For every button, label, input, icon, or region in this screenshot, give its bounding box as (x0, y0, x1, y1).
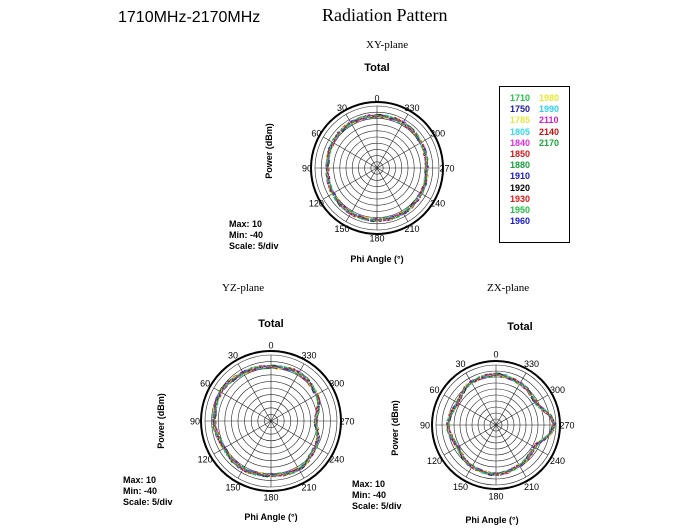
zx-angle-tick-60: 60 (429, 385, 440, 395)
zx-angle-tick-150: 150 (452, 481, 469, 492)
zx-trace-1920 (447, 373, 553, 476)
zx-angle-tick-0: 0 (493, 349, 499, 360)
legend-entry-1880: 1880 (510, 160, 531, 171)
zx-spoke (496, 395, 548, 425)
yz-angle-tick-60: 60 (200, 378, 211, 389)
xy-angle-tick-90: 90 (301, 163, 313, 174)
frequency-legend (499, 86, 570, 243)
legend-entry-1960: 1960 (510, 216, 531, 227)
zx-scale-info (352, 479, 402, 512)
legend-entry-1980: 1980 (539, 93, 560, 103)
yz-plane-label: YZ-plane (222, 282, 265, 294)
yz-max-label: Max: 10 (123, 475, 157, 485)
yz-angle-tick-0: 0 (268, 340, 274, 351)
legend-entry-1850: 1850 (510, 149, 531, 159)
yz-angle-tick-240: 240 (329, 454, 345, 465)
yz-x-axis-label: Phi Angle (°) (244, 512, 298, 522)
yz-angle-tick-90: 90 (189, 416, 201, 427)
xy-angle-tick-60: 60 (311, 128, 322, 139)
yz-scale-label: Scale: 5/div (123, 497, 173, 507)
legend-entry-1930: 1930 (510, 193, 531, 204)
xy-plane-label: XY-plane (366, 39, 409, 51)
yz-angle-tick-150: 150 (225, 482, 241, 493)
zx-angle-tick-330: 330 (523, 359, 540, 370)
xy-angle-tick-210: 210 (404, 224, 420, 235)
zx-chart-title: Total (507, 321, 533, 333)
legend-entry-2140: 2140 (539, 126, 560, 137)
xy-angle-tick-270: 270 (439, 163, 455, 174)
xy-angle-tick-330: 330 (404, 102, 420, 113)
yz-y-axis-label: Power (dBm) (156, 393, 166, 449)
xy-scale-label: Scale: 5/div (229, 241, 279, 251)
zx-scale-label: Scale: 5/div (352, 501, 402, 511)
zx-angle-tick-210: 210 (523, 481, 540, 492)
zx-min-label: Min: -40 (352, 490, 387, 500)
xy-angle-tick-120: 120 (308, 198, 324, 209)
main-title: Radiation Pattern (322, 5, 448, 25)
xy-y-axis-label: Power (dBm) (264, 123, 274, 179)
legend-entry-1990: 1990 (539, 104, 560, 115)
yz-chart-title: Total (258, 318, 284, 330)
yz-angle-tick-270: 270 (339, 416, 355, 427)
xy-angle-tick-240: 240 (430, 198, 446, 209)
legend-entry-1920: 1920 (510, 182, 531, 193)
legend-entry-1710: 1710 (510, 93, 531, 103)
zx-angle-tick-270: 270 (559, 420, 575, 431)
yz-spoke (214, 388, 271, 421)
xy-chart-title: Total (364, 62, 390, 74)
xy-angle-tick-30: 30 (336, 102, 348, 113)
zx-x-axis-label: Phi Angle (°) (465, 515, 519, 525)
xy-max-label: Max: 10 (229, 219, 263, 229)
xy-spoke (323, 168, 377, 199)
yz-angle-tick-180: 180 (263, 492, 279, 503)
legend-entry-2110: 2110 (539, 115, 559, 126)
yz-min-label: Min: -40 (123, 486, 158, 496)
zx-angle-tick-120: 120 (426, 456, 443, 466)
zx-plane-label: ZX-plane (487, 282, 530, 294)
xy-angle-tick-300: 300 (430, 128, 446, 139)
xy-scale-info (229, 219, 279, 252)
yz-spoke (214, 421, 271, 454)
legend-entry-1840: 1840 (510, 137, 531, 148)
zx-spoke (496, 373, 526, 425)
zx-angle-tick-180: 180 (488, 491, 504, 502)
yz-angle-tick-330: 330 (301, 350, 317, 361)
zx-spoke (496, 425, 548, 455)
zx-y-axis-label: Power (dBm) (390, 400, 400, 456)
zx-angle-tick-240: 240 (549, 456, 566, 466)
legend-entry-1910: 1910 (510, 171, 531, 182)
zx-angle-tick-300: 300 (549, 385, 566, 395)
xy-angle-tick-180: 180 (369, 233, 385, 244)
xy-angle-tick-150: 150 (334, 224, 350, 235)
frequency-range-title: 1710MHz-2170MHz (118, 9, 261, 26)
yz-angle-tick-120: 120 (197, 454, 213, 465)
yz-angle-tick-210: 210 (301, 482, 317, 493)
legend-entry-1950: 1950 (510, 205, 531, 215)
xy-min-label: Min: -40 (229, 230, 264, 240)
zx-angle-tick-90: 90 (419, 420, 431, 431)
yz-angle-tick-300: 300 (329, 378, 345, 389)
xy-x-axis-label: Phi Angle (°) (350, 254, 404, 264)
zx-angle-tick-30: 30 (455, 359, 466, 370)
xy-angle-tick-0: 0 (374, 93, 380, 104)
yz-angle-tick-30: 30 (227, 350, 239, 361)
zx-max-label: Max: 10 (352, 479, 386, 489)
yz-scale-info (123, 475, 173, 508)
legend-entry-1785: 1785 (510, 115, 531, 126)
legend-entry-1750: 1750 (510, 104, 531, 115)
legend-entry-2170: 2170 (539, 137, 560, 148)
legend-entry-1805: 1805 (510, 126, 531, 137)
